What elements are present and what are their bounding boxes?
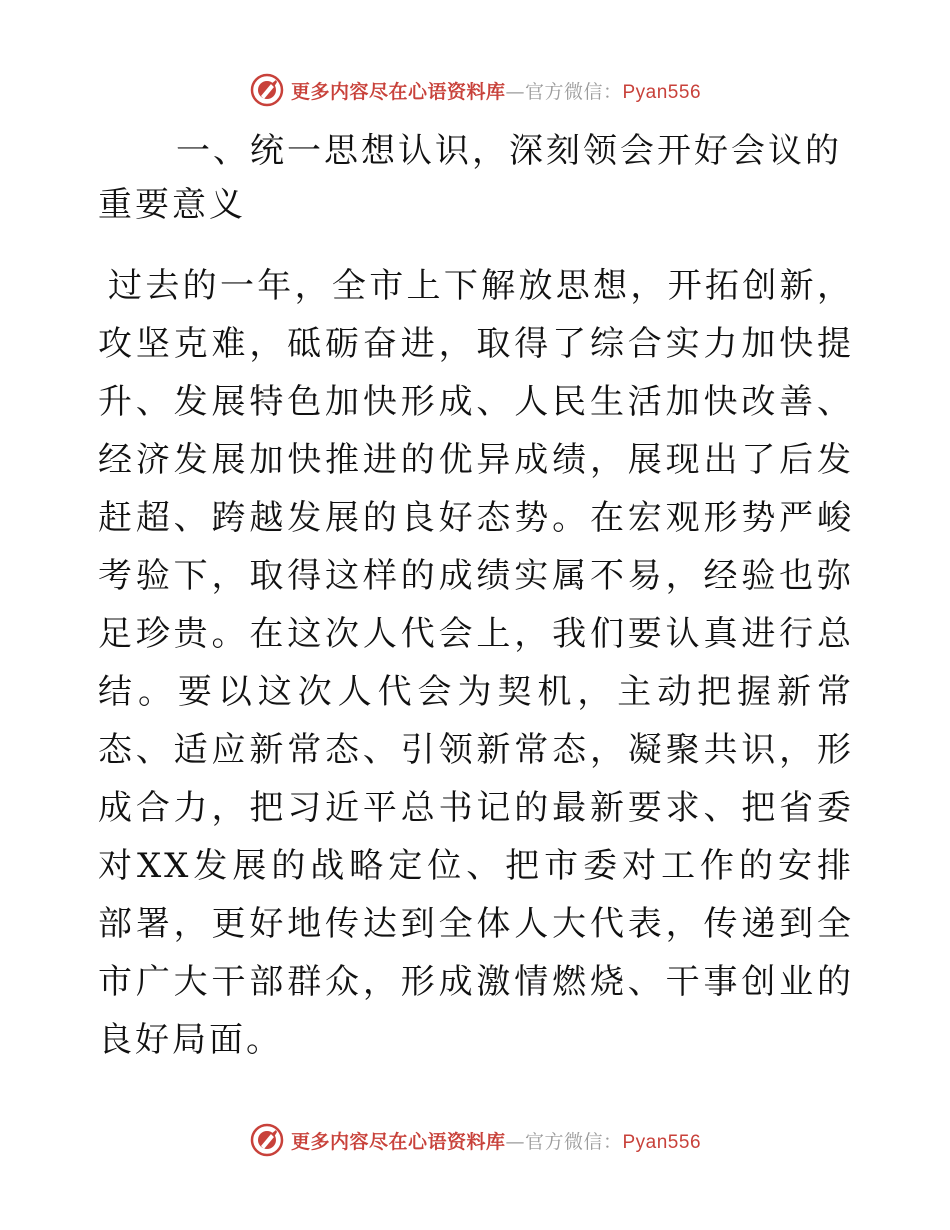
section-heading: 一、统一思想认识，深刻领会开好会议的重要意义 <box>98 131 842 225</box>
document-body <box>98 124 854 1069</box>
watermark-text <box>291 77 701 104</box>
watermark-wechat-label: 官方微信： <box>524 1130 623 1153</box>
watermark-wechat-id: Pyan556 <box>622 1131 702 1153</box>
watermark-library-text: 更多内容尽在心语资料库 <box>290 1130 506 1153</box>
watermark-dash: — <box>505 80 525 103</box>
pen-nib-logo-icon <box>249 1122 285 1158</box>
body-paragraph: 过去的一年，全市上下解放思想，开拓创新，攻坚克难，砥砺奋进，取得了综合实力加快提升、发展特色加快形成、人民生活加快改善、经济发展加快推进的优异成绩，展现出了后发赶超、跨越发展的良好态势。在宏观形势严峻考验下，取得这样的成绩实属不易，经验也弥足珍贵。在这次人代会上，我们要认真进行总结。要以这次人代会为契机，主动把握新常态、适应新常态、引领新常态，凝聚共识，形成合力，把习近平总书记的最新要求、把省委对XX发展的战略定位、把市委对工作的安排部署，更好地传达到全体人大代表，传递到全市广大干部群众，形成激情燃烧、干事创业的良好局面。 <box>98 266 854 1060</box>
watermark-text <box>291 1127 701 1154</box>
watermark-dash: — <box>505 1130 525 1153</box>
header-watermark <box>0 68 950 112</box>
pen-nib-logo-icon <box>249 72 285 108</box>
footer-watermark <box>0 1118 950 1162</box>
watermark-library-text: 更多内容尽在心语资料库 <box>290 80 506 103</box>
watermark-wechat-id: Pyan556 <box>622 81 702 103</box>
watermark-wechat-label: 官方微信： <box>524 80 623 103</box>
